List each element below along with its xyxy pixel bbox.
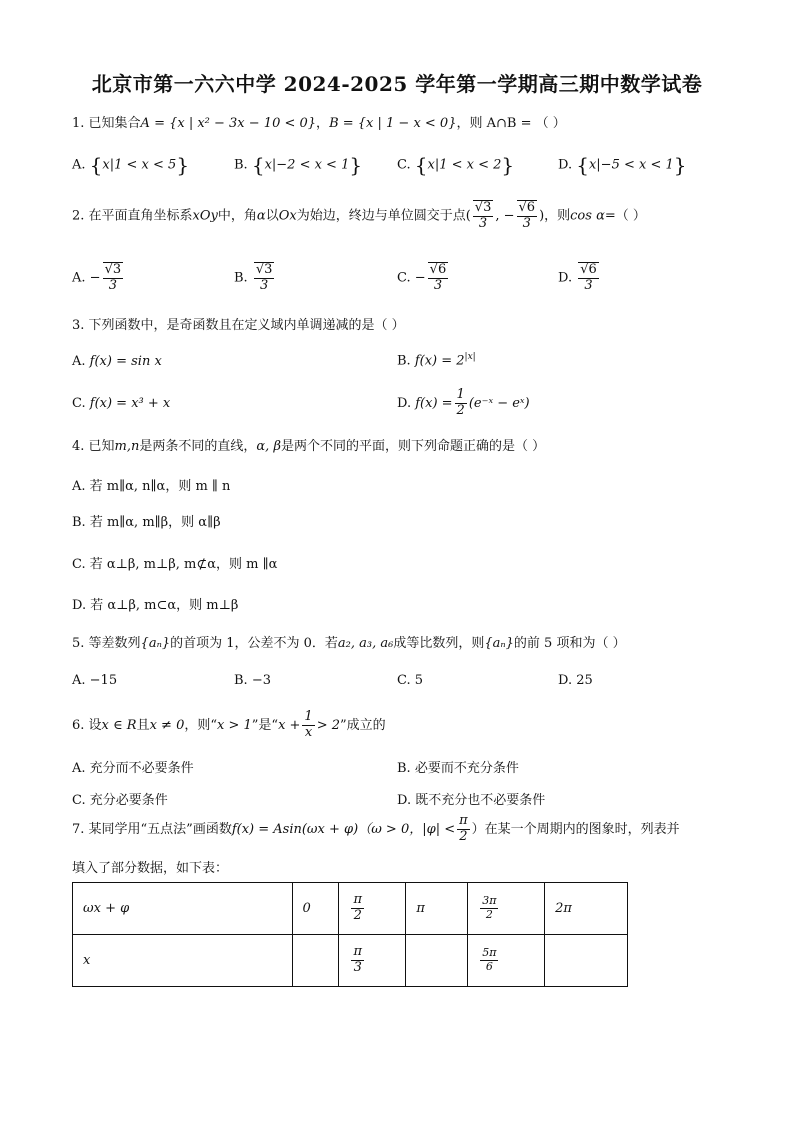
denominator: 2 xyxy=(485,908,493,921)
q2-option-d-frac xyxy=(578,262,599,294)
q2-text5: )，则 xyxy=(539,208,571,224)
option-label: B. xyxy=(234,157,248,173)
q7-line2: 填入了部分数据，如下表： xyxy=(72,861,229,876)
table-cell xyxy=(339,935,406,987)
option-label: A. xyxy=(72,354,86,369)
q5-option-d[interactable]: D. 25 xyxy=(558,673,593,688)
numerator: √6 xyxy=(429,262,447,277)
denominator: 3 xyxy=(522,215,531,231)
q2-comma: , − xyxy=(495,208,515,224)
denominator: 6 xyxy=(485,960,493,973)
q2-option-c-frac xyxy=(428,262,449,294)
q5-sequence-2: {aₙ} xyxy=(484,636,514,651)
five-point-table xyxy=(72,882,628,987)
numerator: √6 xyxy=(518,200,536,215)
five-pi-over-6 xyxy=(480,947,498,973)
q2-ox: Ox xyxy=(278,208,297,224)
question-3: 3. 下列函数中，是奇函数且在定义域内单调递减的是（ ） xyxy=(72,318,405,333)
option-label: A. xyxy=(72,157,86,173)
numerator: π xyxy=(459,813,468,828)
q6-text4: ”是“ xyxy=(251,717,279,733)
q2-text4: 为始边，终边与单位圆交于点( xyxy=(296,208,471,224)
q6-q-pre: x + xyxy=(278,717,301,733)
question-6 xyxy=(72,710,386,741)
denominator: 2 xyxy=(456,402,465,418)
denominator: 3 xyxy=(259,277,269,293)
denominator: 3 xyxy=(353,960,362,975)
q5-text3: 成等比数列，则 xyxy=(393,636,485,651)
q3-option-d[interactable] xyxy=(397,388,530,419)
question-2 xyxy=(72,200,646,232)
numerator: √3 xyxy=(474,200,492,215)
q2-text1: 2. 在平面直角坐标系 xyxy=(72,208,193,224)
table-cell-label: x xyxy=(73,935,293,987)
q2-alpha: α xyxy=(256,208,266,224)
q6-option-b[interactable]: B. 必要而不充分条件 xyxy=(397,761,519,776)
q2-option-b[interactable] xyxy=(234,262,276,294)
q6-text3: ，则“ xyxy=(184,717,217,733)
pi-over-3 xyxy=(351,945,364,976)
q7-text2: ）在某一个周期内的图象时，列表并 xyxy=(471,821,680,837)
q7-function: f(x) = Asin(ωx + φ) xyxy=(231,821,359,837)
brace-close: } xyxy=(176,153,190,177)
brace-open: { xyxy=(414,153,428,177)
sign: − xyxy=(414,270,426,286)
q3-option-c-text: f(x) = x³ + x xyxy=(89,396,171,411)
q3-option-b-text: f(x) = 2 xyxy=(414,353,465,369)
q3-option-a-text: f(x) = sin x xyxy=(89,354,162,369)
option-label: B. xyxy=(234,270,248,286)
q2-option-a[interactable] xyxy=(72,262,125,294)
option-label: A. xyxy=(72,270,86,286)
pi-over-2 xyxy=(351,893,364,924)
q6-text5: ”成立的 xyxy=(340,717,386,733)
q1-ask: ，则 A∩B = （ ） xyxy=(456,116,566,131)
denominator: 3 xyxy=(584,277,593,293)
option-label: D. xyxy=(558,157,573,173)
q2-option-d[interactable] xyxy=(558,262,601,294)
q3-option-d-pre: f(x) = xyxy=(415,395,453,411)
q2-text6: =（ ） xyxy=(604,208,646,224)
q2-point-x xyxy=(473,200,494,232)
numerator: π xyxy=(353,892,362,908)
q5-option-c[interactable]: C. 5 xyxy=(397,673,424,688)
exam-title: 北京市第一六六中学 2024-2025 学年第一学期高三期中数学试卷 xyxy=(91,72,703,96)
question-7 xyxy=(72,814,680,845)
table-row xyxy=(73,883,628,935)
brace-close: } xyxy=(349,153,363,177)
denominator: 2 xyxy=(353,908,362,923)
q4-option-c[interactable]: C. 若 α⊥β, m⊥β, m⊄α，则 m ∥α xyxy=(72,557,278,572)
q4-text2: 是两条不同的直线， xyxy=(139,439,257,454)
option-label: D. xyxy=(558,270,573,286)
table-cell-label: ωx + φ xyxy=(73,883,293,935)
q3-option-c[interactable] xyxy=(72,396,170,411)
q1-option-a[interactable] xyxy=(72,153,189,177)
q2-text2: 中，角 xyxy=(217,208,257,224)
question-1 xyxy=(72,116,566,132)
q4-option-b[interactable]: B. 若 m∥α, m∥β，则 α∥β xyxy=(72,515,221,530)
q6-p: x > 1 xyxy=(217,717,252,733)
option-label: B. xyxy=(397,353,411,369)
numerator: √6 xyxy=(580,262,597,277)
table-cell: 2π xyxy=(545,883,628,935)
q3-option-d-post: (e⁻ˣ − eˣ) xyxy=(468,395,530,411)
denominator: 3 xyxy=(478,215,488,231)
table-cell xyxy=(406,935,468,987)
q4-option-d[interactable]: D. 若 α⊥β, m⊂α，则 m⊥β xyxy=(72,598,239,613)
q3-option-d-frac xyxy=(455,388,467,419)
q5-option-a[interactable]: A. −15 xyxy=(72,673,118,688)
question-5 xyxy=(72,636,626,652)
option-label: C. xyxy=(72,396,86,411)
brace-open: { xyxy=(576,153,589,177)
option-label: C. xyxy=(397,270,411,286)
three-pi-over-2 xyxy=(480,895,498,921)
q6-q-frac xyxy=(302,710,314,741)
q6-option-d[interactable]: D. 既不充分也不必要条件 xyxy=(397,793,546,808)
q3-option-a[interactable] xyxy=(72,354,162,369)
q5-terms: a₂, a₃, a₆ xyxy=(337,636,394,651)
brace-open: { xyxy=(251,153,265,177)
q1-set-a: A = {x | x² − 3x − 10 < 0} xyxy=(140,116,317,131)
q2-coord-system: xOy xyxy=(192,208,218,224)
table-cell: π xyxy=(406,883,468,935)
question-4 xyxy=(72,439,545,455)
brace-close: } xyxy=(501,153,515,177)
q1-option-c[interactable] xyxy=(397,153,514,177)
q1-option-d[interactable] xyxy=(558,153,687,177)
q3-option-b[interactable] xyxy=(397,352,476,368)
q2-option-c[interactable] xyxy=(397,262,450,294)
option-label: C. xyxy=(397,157,411,173)
numerator: π xyxy=(353,944,362,960)
q4-option-a[interactable]: A. 若 m∥α, n∥α，则 m ∥ n xyxy=(72,479,231,494)
q1-option-b[interactable] xyxy=(234,153,362,177)
q4-planes: α, β xyxy=(256,439,281,454)
numerator: 5π xyxy=(482,946,497,960)
q2-point-y xyxy=(517,200,538,232)
q4-text1: 4. 已知 xyxy=(72,439,115,454)
denominator: x xyxy=(304,724,313,740)
numerator: 1 xyxy=(304,709,313,724)
q1-prefix: 1. 已知集合 xyxy=(72,116,141,131)
q1-option-b-text: x|−2 < x < 1 xyxy=(264,157,350,173)
q1-option-a-text: x|1 < x < 5 xyxy=(102,157,177,173)
q7-cond: （ω > 0，|φ| < xyxy=(358,821,456,837)
denominator: 2 xyxy=(459,828,468,844)
q6-text2: 且 xyxy=(136,717,150,733)
table-cell xyxy=(545,935,628,987)
q4-text3: 是两个不同的平面，则下列命题正确的是（ ） xyxy=(280,439,546,454)
q6-option-a[interactable]: A. 充分而不必要条件 xyxy=(72,761,194,776)
q5-option-b[interactable]: B. −3 xyxy=(234,673,271,688)
q5-sequence: {aₙ} xyxy=(140,636,171,651)
table-row xyxy=(73,935,628,987)
brace-close: } xyxy=(673,153,687,177)
q6-cond2: x ≠ 0 xyxy=(149,717,185,733)
table-cell xyxy=(292,935,339,987)
q4-lines: m,n xyxy=(114,439,140,454)
table-cell xyxy=(468,883,545,935)
table-cell xyxy=(339,883,406,935)
q6-q-post: > 2 xyxy=(316,717,340,733)
q1-option-c-text: x|1 < x < 2 xyxy=(427,157,502,173)
q1-sep: ， xyxy=(316,116,330,131)
q5-text2: 的首项为 1，公差不为 0．若 xyxy=(170,636,338,651)
numerator: √3 xyxy=(104,262,122,277)
denominator: 3 xyxy=(108,277,117,293)
q2-option-b-frac xyxy=(254,262,275,294)
q6-option-c[interactable]: C. 充分必要条件 xyxy=(72,793,168,808)
q6-text1: 6. 设 xyxy=(72,717,102,733)
q1-option-d-text: x|−5 < x < 1 xyxy=(588,157,674,173)
sign: − xyxy=(89,270,101,286)
q2-text3: 以 xyxy=(265,208,279,224)
q6-cond: x ∈ R xyxy=(101,717,137,733)
q7-text1: 7. 某同学用“五点法”画函数 xyxy=(72,821,232,837)
numerator: √3 xyxy=(255,262,273,277)
q7-cond-frac xyxy=(457,814,470,845)
q5-text4: 的前 5 项和为（ ） xyxy=(513,636,626,651)
table-cell: 0 xyxy=(292,883,339,935)
q1-set-b: B = {x | 1 − x < 0} xyxy=(329,116,457,131)
option-label: D. xyxy=(397,395,412,411)
table-cell xyxy=(468,935,545,987)
q2-cos: cos α xyxy=(570,208,605,224)
q2-option-a-frac xyxy=(103,262,124,294)
q3-option-b-exp: |x| xyxy=(464,352,476,362)
q5-text1: 5. 等差数列 xyxy=(72,636,141,651)
denominator: 3 xyxy=(433,277,443,293)
numerator: 1 xyxy=(456,387,465,402)
numerator: 3π xyxy=(482,894,497,908)
brace-open: { xyxy=(89,153,103,177)
